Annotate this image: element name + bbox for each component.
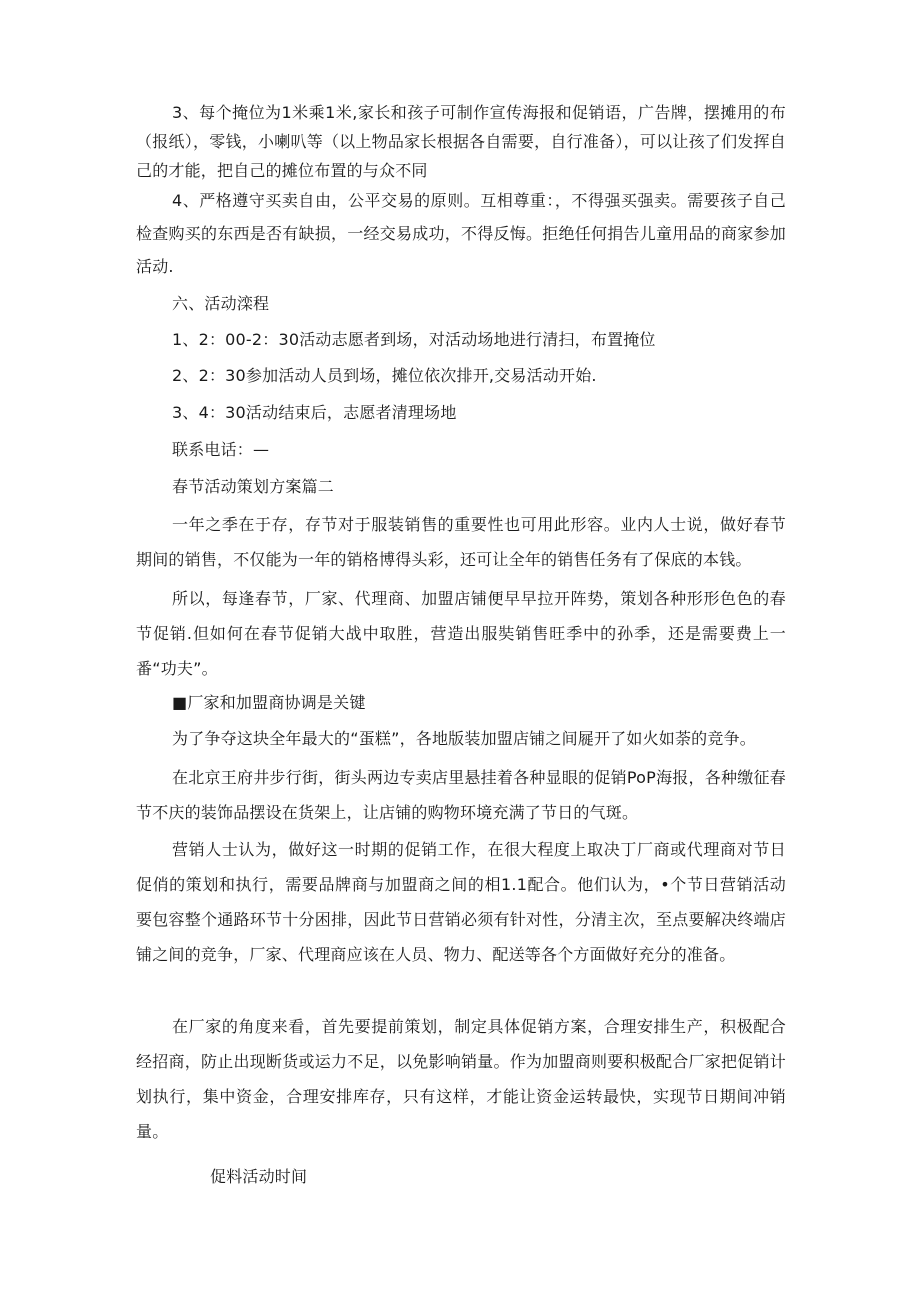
paragraph-text: 所以，每逢春节，厂家、代理商、加盟店铺便早早拉开阵势，策划各种形形色色的春节促销.但如何在春节促销大战中取胜，营造出服奘销售旺季中的孙季，还是需要费上一番“功夫”。 — [136, 589, 786, 678]
paragraph-text: 在厂家的角度来看，首先要提前策划，制定具体促销方案，合理安排生产，积极配合经招商，防止出现断货或运力不足，以免影响销量。作为加盟商则要积极配合厂家把促销计划执行，集中资金，合理安排库存，只有这样，才能让资金运转最快，实现节日期间冲销量。 — [136, 1017, 786, 1141]
contact-line — [136, 434, 786, 466]
title-text: 春节活动策划方案篇二 — [172, 477, 335, 496]
paragraph-text: 营销人士认为，做好这一时期的促销工作，在很大程度上取决丁厂商或代理商对节日促俏的策划和执行，需要品牌商与加盟商之间的相1.1配合。他们认为，•个节日营销活动要包容整个通路环节十分困排，因此节日营销必须有针对性，分清主次，至点要解决终端店铺之间的竞争，厂家、代理商应该在人员、物力、配送等各个方面做好充分的准备。 — [136, 840, 786, 964]
paragraph-spring-sales — [136, 507, 786, 577]
heading-text: 促料活动时间 — [210, 1167, 308, 1186]
subheading-text: ■厂家和加盟商协调是关键 — [172, 693, 366, 712]
paragraph-fair-trade — [136, 184, 786, 283]
paragraph-text: 4、严格遵守买卖自由，公平交易的原则。互相尊重：，不得强买强卖。需要孩子自己检查购买的东西是否有缺损，一经交易成功，不得反悔。拒绝任何捐告儿童用品的商家参加活动. — [136, 191, 786, 276]
contact-text: 联系电话：— — [172, 440, 270, 459]
paragraph-competition — [136, 723, 786, 755]
schedule-item-2 — [136, 360, 786, 392]
schedule-text: 2、2：30参加活动人员到场，摊位依次排开,交易活动开始. — [172, 366, 597, 385]
paragraph-text: 在北京王府井步行街，街头两边专卖店里悬挂着各种显眼的促销PoP海报，各种缴征春节不庆的装饰品摆设在货架上，让店铺的购物环境充满了节日的气斑。 — [136, 768, 786, 822]
article-title — [136, 471, 786, 503]
paragraph-marketing-view — [136, 832, 786, 972]
paragraph-text: 为了争夺这块全年最大的“蛋糕”，各地版装加盟店铺之间屣开了如火如荼的竞争。 — [172, 729, 756, 748]
heading-text: 六、活动滦程 — [172, 294, 270, 313]
subheading-coordination — [136, 687, 786, 719]
paragraph-stall-rules — [136, 98, 786, 185]
section-heading-time — [210, 1161, 860, 1193]
schedule-text: 3、4：30活动结束后，志愿者清理场地 — [172, 403, 457, 422]
schedule-item-1 — [136, 324, 786, 356]
schedule-text: 1、2：00-2：30活动志愿者到场，对活动场地进行清扫，布置掩位 — [172, 330, 656, 349]
section-heading-process — [136, 288, 786, 320]
schedule-item-3 — [136, 397, 786, 429]
paragraph-text: 一年之季在于存，存节对于服装销售的重要性也可用此形容。业内人士说，做好春节期间的销售，不仅能为一年的销格博得头彩，还可让全年的销售任务有了保底的本钱。 — [136, 515, 786, 569]
paragraph-manufacturer-view — [136, 1009, 786, 1149]
paragraph-promotion-battle — [136, 581, 786, 686]
paragraph-wangfujing — [136, 760, 786, 830]
paragraph-text: 3、每个掩位为1米乘1米,家长和孩子可制作宣传海报和促销语，广告牌，摆摊用的布（报纸），零钱，小喇叭等（以上物品家长根据各自需要，自行准备），可以让孩了们发挥自己的才能，把自己的摊位布置的与众不同 — [136, 103, 786, 180]
